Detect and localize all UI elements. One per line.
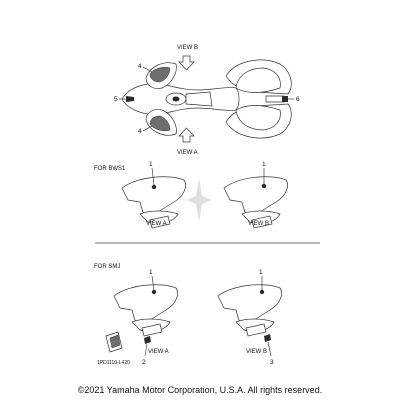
callout-6: 6 (296, 96, 300, 103)
callout-1-smj-left: 1 (149, 269, 153, 276)
smj-left-cover (114, 276, 178, 356)
view-a-label-smj: VIEW A (148, 349, 169, 355)
dealer-watermark (186, 178, 212, 222)
label-reference-icon (106, 332, 122, 352)
for-bws1-label: FOR BWS1 (94, 166, 126, 172)
copyright-notice: ©2021 Yamaha Motor Corporation, U.S.A. All rights reserved. (77, 385, 323, 395)
bws1-left-cover (122, 168, 186, 228)
view-b-label-top: VIEW B (177, 45, 199, 51)
view-b-label-bws1: VIEW B (248, 221, 270, 227)
callout-1-smj-right: 1 (259, 269, 263, 276)
bws1-right-cover (224, 168, 288, 228)
callout-3: 3 (270, 359, 274, 366)
callout-1-bws1-left: 1 (149, 161, 153, 168)
view-b-arrow (179, 56, 194, 70)
part-code-label: 1PD1110-L420 (97, 360, 130, 366)
top-view-assembly (119, 56, 294, 142)
smj-right-cover (218, 276, 282, 356)
for-smj-label: FOR SMJ (94, 264, 121, 270)
callout-5: 5 (114, 96, 118, 103)
view-b-label-smj: VIEW B (246, 349, 268, 355)
view-a-arrow (179, 128, 194, 142)
callout-2: 2 (142, 359, 146, 366)
view-a-label-bws1: VIEW A (146, 221, 167, 227)
callout-1-bws1-right: 1 (262, 161, 266, 168)
vehicle-body-top-view (122, 60, 291, 138)
callout-4-top: 4 (138, 63, 142, 70)
callout-4-bottom: 4 (138, 128, 142, 135)
view-a-label-top: VIEW A (177, 150, 198, 156)
